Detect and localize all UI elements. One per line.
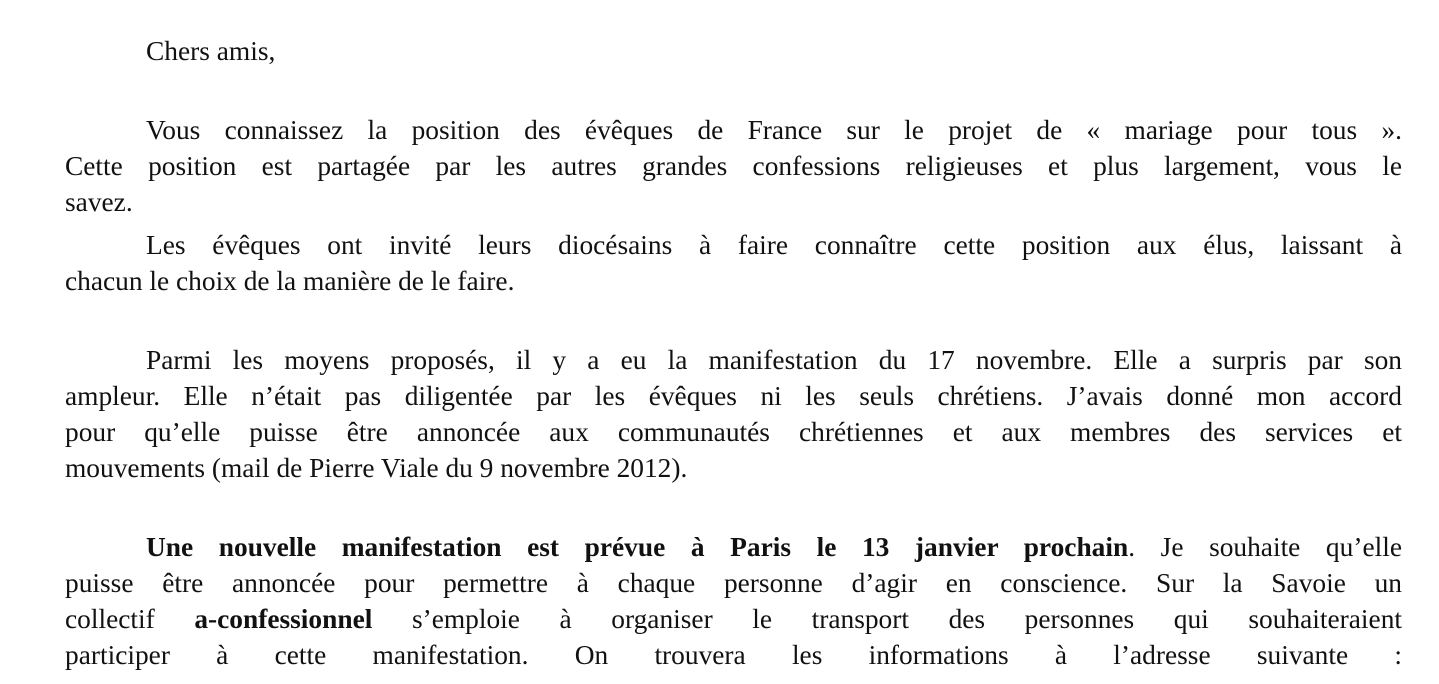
paragraph-4-line-2: puisse être annoncée pour permettre à chaque personne d’agir en conscience. Sur la Savoie un xyxy=(65,568,1402,598)
paragraph-4-line-3 xyxy=(65,601,1402,637)
paragraph-3-line-2: ampleur. Elle n’était pas diligentée par les évêques ni les seuls chrétiens. J’avais donné mon accord xyxy=(65,381,1402,411)
transport-text: s’emploie à organiser le transport des personnes qui souhaiteraient xyxy=(372,604,1402,634)
a-confessionnel-bold-text: a-confessionnel xyxy=(194,604,373,634)
paragraph-4-line-4: participer à cette manifestation. On trouvera les informations à l’adresse suivante : xyxy=(65,640,1402,670)
paragraph-3-line-3: pour qu’elle puisse être annoncée aux communautés chrétiennes et aux membres des services et xyxy=(65,417,1402,447)
announcement-bold-text: Une nouvelle manifestation est prévue à Paris le 13 janvier prochain xyxy=(146,532,1129,562)
paragraph-1-line-3: savez. xyxy=(65,187,133,217)
salutation: Chers amis, xyxy=(146,36,276,66)
paragraph-3-line-4: mouvements (mail de Pierre Viale du 9 novembre 2012). xyxy=(65,453,688,483)
paragraph-1-line-2: Cette position est partagée par les autres grandes confessions religieuses et plus largement, vous le xyxy=(65,151,1402,181)
paragraph-4-line-1 xyxy=(146,529,1402,565)
paragraph-2-line-2: chacun le choix de la manière de le faire. xyxy=(65,266,515,296)
paragraph-1-line-1: Vous connaissez la position des évêques de France sur le projet de « mariage pour tous ». xyxy=(146,115,1402,145)
collectif-text: collectif xyxy=(65,604,195,634)
announcement-text: . Je souhaite qu’elle xyxy=(1128,532,1402,562)
paragraph-2-line-1: Les évêques ont invité leurs diocésains à faire connaître cette position aux élus, laissant à xyxy=(146,230,1402,260)
paragraph-3-line-1: Parmi les moyens proposés, il y a eu la manifestation du 17 novembre. Elle a surpris par son xyxy=(146,345,1402,375)
